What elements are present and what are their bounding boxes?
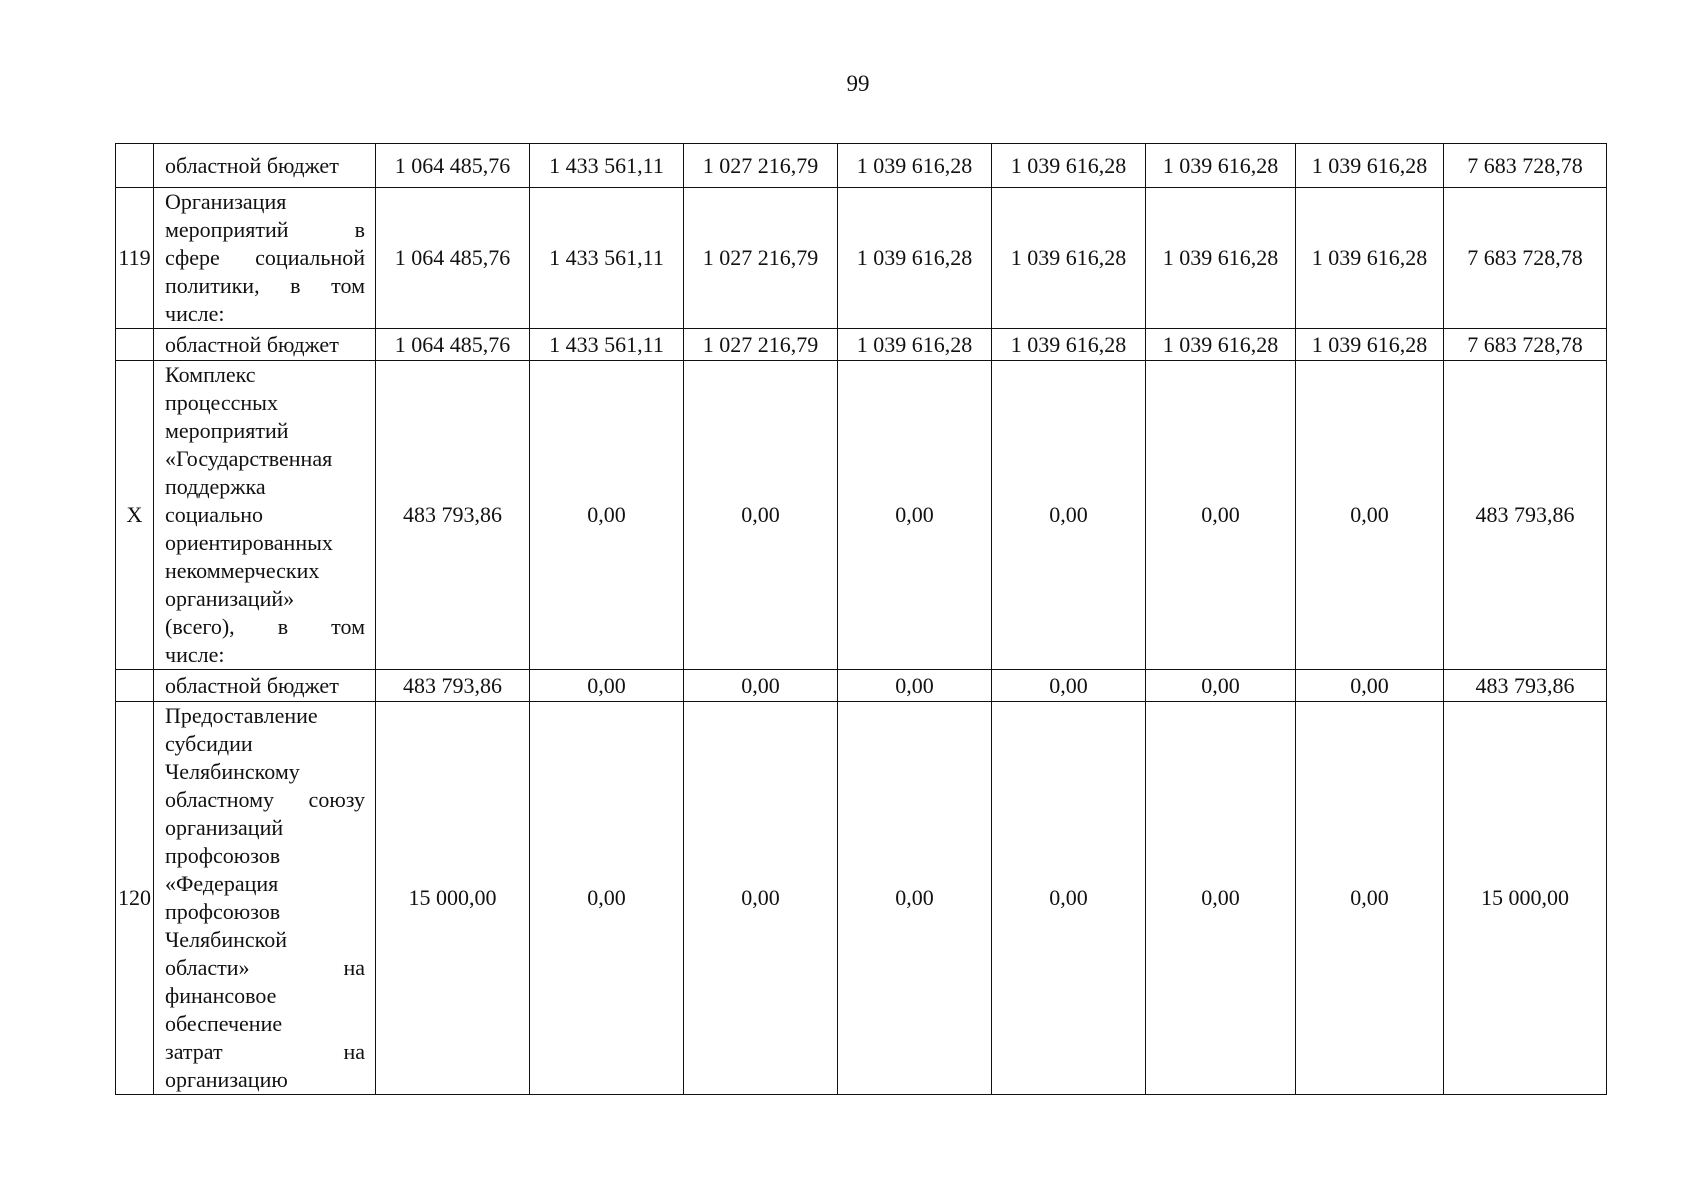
row-index: 120 bbox=[116, 702, 154, 1095]
value-cell: 1 039 616,28 bbox=[1146, 329, 1296, 361]
value-cell: 0,00 bbox=[684, 702, 838, 1095]
value-cell: 15 000,00 bbox=[1444, 702, 1607, 1095]
value-cell: 1 039 616,28 bbox=[838, 188, 992, 329]
value-cell: 483 793,86 bbox=[376, 670, 530, 702]
value-cell: 0,00 bbox=[992, 361, 1146, 670]
table-body bbox=[116, 144, 1607, 1095]
row-label-line: поддержка bbox=[165, 474, 266, 499]
value-cell: 0,00 bbox=[530, 361, 684, 670]
value-cell: 1 039 616,28 bbox=[1296, 188, 1444, 329]
value-cell: 0,00 bbox=[1296, 361, 1444, 670]
row-label-line: областной бюджет bbox=[165, 152, 339, 178]
value-cell: 15 000,00 bbox=[376, 702, 530, 1095]
row-label-line: Организация bbox=[165, 189, 287, 214]
row-label-line: некоммерческих bbox=[165, 558, 320, 583]
value-cell: 1 039 616,28 bbox=[1296, 144, 1444, 188]
row-label-line: процессных bbox=[165, 390, 278, 415]
value-cell: 1 039 616,28 bbox=[838, 144, 992, 188]
table-row bbox=[116, 188, 1607, 329]
value-cell: 1 039 616,28 bbox=[1296, 329, 1444, 361]
budget-table bbox=[115, 143, 1607, 1095]
value-cell: 0,00 bbox=[530, 702, 684, 1095]
value-cell: 0,00 bbox=[838, 361, 992, 670]
value-cell: 1 039 616,28 bbox=[1146, 188, 1296, 329]
value-cell: 1 027 216,79 bbox=[684, 329, 838, 361]
value-cell: 0,00 bbox=[838, 702, 992, 1095]
table-row bbox=[116, 329, 1607, 361]
row-label-line: сфере социальной bbox=[165, 245, 365, 270]
row-label bbox=[154, 329, 376, 361]
value-cell: 0,00 bbox=[684, 361, 838, 670]
value-cell: 1 433 561,11 bbox=[530, 329, 684, 361]
row-label-line: Комплекс bbox=[165, 362, 256, 387]
row-label-line: социально bbox=[165, 502, 264, 527]
value-cell: 7 683 728,78 bbox=[1444, 329, 1607, 361]
value-cell: 1 027 216,79 bbox=[684, 144, 838, 188]
row-label-line: области» на bbox=[165, 955, 365, 980]
value-cell: 0,00 bbox=[1146, 361, 1296, 670]
value-cell: 1 039 616,28 bbox=[838, 329, 992, 361]
row-label-line: профсоюзов bbox=[165, 843, 281, 868]
row-label-line: ориентированных bbox=[165, 530, 333, 555]
table-row bbox=[116, 144, 1607, 188]
row-label-line: мероприятий bbox=[165, 418, 289, 443]
row-label-line: «Государственная bbox=[165, 446, 333, 471]
table-row bbox=[116, 670, 1607, 702]
value-cell: 0,00 bbox=[530, 670, 684, 702]
value-cell: 0,00 bbox=[1296, 702, 1444, 1095]
value-cell: 0,00 bbox=[1296, 670, 1444, 702]
row-label-line: числе: bbox=[165, 301, 225, 326]
value-cell: 0,00 bbox=[1146, 670, 1296, 702]
row-label-line: организаций bbox=[165, 815, 284, 840]
value-cell: 0,00 bbox=[992, 670, 1146, 702]
row-label bbox=[154, 361, 376, 670]
value-cell: 0,00 bbox=[1146, 702, 1296, 1095]
row-label bbox=[154, 144, 376, 188]
row-label-line: Челябинскому bbox=[165, 759, 300, 784]
row-label-line: Предоставление bbox=[165, 703, 318, 728]
value-cell: 7 683 728,78 bbox=[1444, 144, 1607, 188]
table-row bbox=[116, 361, 1607, 670]
table-row bbox=[116, 702, 1607, 1095]
row-label-line: организацию bbox=[165, 1067, 288, 1092]
value-cell: 1 064 485,76 bbox=[376, 188, 530, 329]
value-cell: 0,00 bbox=[992, 702, 1146, 1095]
row-label-line: профсоюзов bbox=[165, 899, 281, 924]
row-label-line: затрат на bbox=[165, 1039, 365, 1064]
row-label-line: областному союзу bbox=[165, 787, 365, 812]
value-cell: 1 027 216,79 bbox=[684, 188, 838, 329]
row-label-line: мероприятий в bbox=[165, 217, 365, 242]
row-label-line: Челябинской bbox=[165, 927, 288, 952]
value-cell: 483 793,86 bbox=[1444, 361, 1607, 670]
row-label bbox=[154, 188, 376, 329]
value-cell: 1 064 485,76 bbox=[376, 144, 530, 188]
value-cell: 1 064 485,76 bbox=[376, 329, 530, 361]
row-label-line: областной бюджет bbox=[165, 672, 339, 698]
row-label bbox=[154, 702, 376, 1095]
value-cell: 1 433 561,11 bbox=[530, 144, 684, 188]
value-cell: 1 039 616,28 bbox=[992, 329, 1146, 361]
value-cell: 1 433 561,11 bbox=[530, 188, 684, 329]
value-cell: 1 039 616,28 bbox=[992, 144, 1146, 188]
row-label-line: (всего), в том bbox=[165, 614, 365, 639]
row-label-line: числе: bbox=[165, 642, 225, 667]
value-cell: 7 683 728,78 bbox=[1444, 188, 1607, 329]
row-label-line: субсидии bbox=[165, 731, 253, 756]
row-label-line: политики, в том bbox=[165, 273, 365, 298]
row-label bbox=[154, 670, 376, 702]
value-cell: 1 039 616,28 bbox=[992, 188, 1146, 329]
row-index bbox=[116, 329, 154, 361]
row-label-line: областной бюджет bbox=[165, 331, 339, 357]
row-label-line: обеспечение bbox=[165, 1011, 283, 1036]
value-cell: 0,00 bbox=[838, 670, 992, 702]
row-label-line: организаций» bbox=[165, 586, 295, 611]
page-number: 99 bbox=[846, 71, 870, 96]
row-index: 119 bbox=[116, 188, 154, 329]
row-index bbox=[116, 670, 154, 702]
value-cell: 1 039 616,28 bbox=[1146, 144, 1296, 188]
value-cell: 483 793,86 bbox=[376, 361, 530, 670]
row-label-line: финансовое bbox=[165, 983, 277, 1008]
row-index bbox=[116, 144, 154, 188]
value-cell: 483 793,86 bbox=[1444, 670, 1607, 702]
row-index: X bbox=[116, 361, 154, 670]
value-cell: 0,00 bbox=[684, 670, 838, 702]
row-label-line: «Федерация bbox=[165, 871, 279, 896]
